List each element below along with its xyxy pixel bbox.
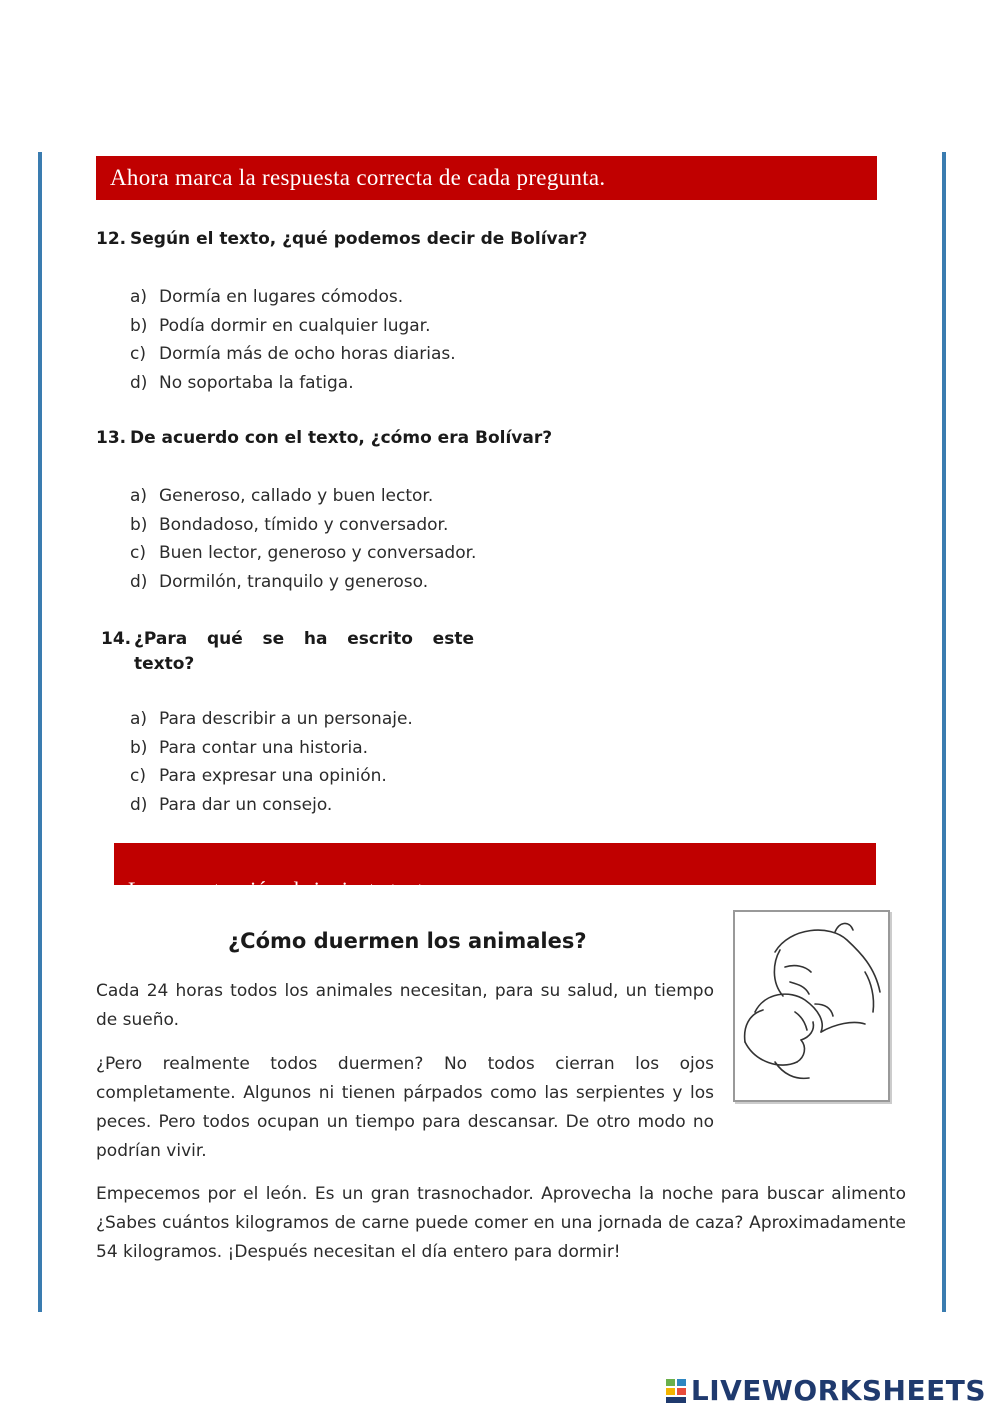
liveworksheets-logo-icon [665, 1377, 687, 1405]
liveworksheets-watermark [665, 1374, 986, 1407]
story-paragraph-2: ¿Pero realmente todos duermen? No todos cierran los ojos completamente. Algunos ni tienen párpados como las serpientes y los peces. Pero todos ocupan un tiempo para descansar. De otro modo no podrían vivir. [96, 1054, 714, 1161]
option-q12-a[interactable]: a) Dormía en lugares cómodos. [130, 287, 404, 307]
option-q14-c[interactable]: c) Para expresar una opinión. [130, 766, 387, 786]
question-12 [96, 229, 587, 249]
option-q12-d[interactable]: d) No soportaba la fatiga. [130, 372, 354, 393]
question-number: 14. [101, 629, 132, 649]
page-border-left [38, 152, 42, 1312]
question-13 [96, 428, 552, 448]
sleeping-lion-image [733, 910, 890, 1102]
story-title: ¿Cómo duermen los animales? [228, 929, 587, 953]
question-text: Según el texto, ¿qué podemos decir de Bolívar? [130, 229, 588, 249]
question-14: 14. ¿Para qué se ha escrito este texto? [101, 629, 474, 674]
option-q14-a[interactable]: a) Para describir a un personaje. [130, 709, 413, 729]
question-number: 13. [96, 428, 127, 448]
reading-banner-text: Lee con atención el siguiente texto. [128, 877, 440, 902]
options-q12 [130, 283, 456, 397]
story-paragraph-1: Cada 24 horas todos los animales necesitan, para su salud, un tiempo de sueño. [96, 981, 714, 1030]
option-q13-b[interactable]: b) Bondadoso, tímido y conversador. [130, 514, 449, 535]
instruction-banner: Ahora marca la respuesta correcta de cada pregunta. [96, 156, 877, 200]
question-text: De acuerdo con el texto, ¿cómo era Bolívar? [130, 428, 553, 448]
question-number: 12. [96, 229, 127, 249]
option-q14-d[interactable]: d) Para dar un consejo. [130, 794, 333, 815]
page-border-right [942, 152, 946, 1312]
option-q13-a[interactable]: a) Generoso, callado y buen lector. [130, 486, 434, 506]
option-q13-c[interactable]: c) Buen lector, generoso y conversador. [130, 543, 477, 563]
options-q14 [130, 705, 413, 819]
option-q12-b[interactable]: b) Podía dormir en cualquier lugar. [130, 315, 431, 336]
watermark-text: LIVEWORKSHEETS [690, 1374, 986, 1407]
option-q13-d[interactable]: d) Dormilón, tranquilo y generoso. [130, 571, 429, 592]
story-paragraph-3: Empecemos por el león. Es un gran trasnochador. Aprovecha la noche para buscar alimento ¿Sabes cuántos kilogramos de carne puede comer en una jornada de caza? Aproximadamente 54 kilogramos. ¡Después necesitan el día entero para dormir! [96, 1184, 906, 1262]
option-q14-b[interactable]: b) Para contar una historia. [130, 737, 369, 758]
option-q12-c[interactable]: c) Dormía más de ocho horas diarias. [130, 344, 456, 364]
options-q13 [130, 482, 476, 596]
lion-drawing-icon [735, 912, 888, 1100]
reading-banner [114, 843, 876, 902]
